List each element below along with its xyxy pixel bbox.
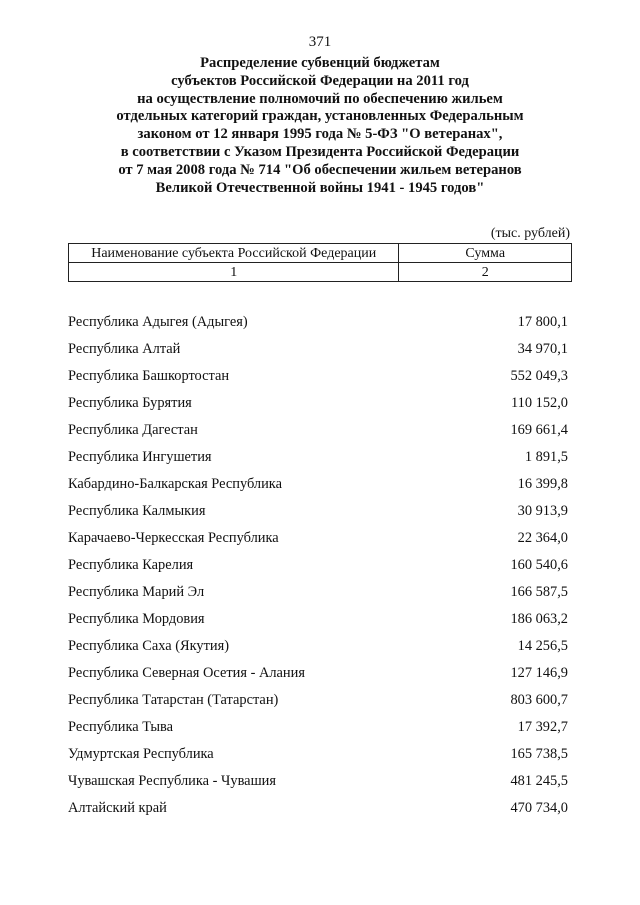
- title-line: на осуществление полномочий по обеспечению жильем: [137, 90, 503, 107]
- column-number-1: 1: [69, 263, 399, 282]
- subject-name: Республика Марий Эл: [68, 584, 205, 600]
- subject-name: Республика Дагестан: [68, 422, 198, 438]
- title-line: отдельных категорий граждан, установленных Федеральным: [116, 108, 524, 125]
- subject-name: Республика Северная Осетия - Алания: [68, 665, 305, 681]
- title-line: от 7 мая 2008 года № 714 "Об обеспечении жильем ветеранов: [118, 161, 522, 178]
- table-header: [68, 243, 572, 282]
- subject-name: Республика Бурятия: [68, 395, 192, 411]
- table-row: [68, 556, 568, 583]
- header-row: [69, 244, 572, 263]
- subject-name: Республика Саха (Якутия): [68, 638, 230, 654]
- subject-amount: 17 800,1: [517, 314, 568, 330]
- table-row: [68, 610, 568, 637]
- subject-amount: 34 970,1: [517, 341, 568, 357]
- subject-amount: 166 587,5: [510, 584, 568, 600]
- table-row: [68, 637, 568, 664]
- table-row: [68, 340, 568, 367]
- subject-name: Чувашская Республика - Чувашия: [68, 773, 276, 789]
- subject-name: Карачаево-Черкесская Республика: [68, 530, 279, 546]
- table-row: [68, 394, 568, 421]
- subject-amount: 186 063,2: [510, 611, 568, 627]
- table-row: [68, 502, 568, 529]
- subject-name: Удмуртская Республика: [68, 746, 214, 762]
- subject-amount: 16 399,8: [517, 476, 568, 492]
- title-line: Великой Отечественной войны 1941 - 1945 годов": [155, 179, 485, 196]
- table-row: [68, 583, 568, 610]
- column-header-sum: Сумма: [399, 244, 572, 263]
- subject-amount: 1 891,5: [524, 449, 568, 465]
- subject-name: Алтайский край: [68, 800, 167, 816]
- table-row: [68, 448, 568, 475]
- subject-name: Республика Мордовия: [68, 611, 205, 627]
- table-row: [68, 664, 568, 691]
- units-label: (тыс. рублей): [490, 226, 570, 241]
- column-header-name: Наименование субъекта Российской Федерации: [69, 244, 399, 263]
- subject-amount: 22 364,0: [517, 530, 568, 546]
- table-row: [68, 475, 568, 502]
- table-row: [68, 745, 568, 772]
- subject-name: Республика Карелия: [68, 557, 194, 573]
- subject-amount: 165 738,5: [510, 746, 568, 762]
- table-row: [68, 421, 568, 448]
- column-number-2: 2: [399, 263, 572, 282]
- subject-name: Республика Татарстан (Татарстан): [68, 692, 279, 708]
- column-number-row: [69, 263, 572, 282]
- table-row: [68, 718, 568, 745]
- title-line: субъектов Российской Федерации на 2011 год: [171, 72, 469, 89]
- page-number: 371: [308, 34, 332, 50]
- subject-amount: 160 540,6: [510, 557, 568, 573]
- document-title: [60, 55, 580, 197]
- subject-name: Республика Ингушетия: [68, 449, 212, 465]
- subject-amount: 169 661,4: [510, 422, 568, 438]
- title-line: законом от 12 января 1995 года № 5-ФЗ "О ветеранах",: [137, 126, 503, 143]
- subject-amount: 803 600,7: [510, 692, 568, 708]
- subject-name: Республика Калмыкия: [68, 503, 206, 519]
- table-row: [68, 799, 568, 826]
- subject-name: Республика Башкортостан: [68, 368, 230, 384]
- title-line: в соответствии с Указом Президента Российской Федерации: [120, 143, 520, 160]
- subject-amount: 110 152,0: [510, 395, 568, 411]
- subject-name: Республика Адыгея (Адыгея): [68, 314, 248, 330]
- subject-name: Кабардино-Балкарская Республика: [68, 476, 282, 492]
- subject-amount: 30 913,9: [517, 503, 568, 519]
- subject-amount: 17 392,7: [517, 719, 568, 735]
- table-row: [68, 691, 568, 718]
- subject-amount: 470 734,0: [510, 800, 568, 816]
- title-line: Распределение субвенций бюджетам: [200, 55, 440, 71]
- subject-amount: 552 049,3: [510, 368, 568, 384]
- subject-name: Республика Алтай: [68, 341, 181, 357]
- table-row: [68, 367, 568, 394]
- table-row: [68, 529, 568, 556]
- subject-name: Республика Тыва: [68, 719, 173, 735]
- subject-amount: 14 256,5: [517, 638, 568, 654]
- subject-amount: 127 146,9: [510, 665, 568, 681]
- table-row: [68, 313, 568, 340]
- table-body: [68, 313, 568, 826]
- table-row: [68, 772, 568, 799]
- subject-amount: 481 245,5: [510, 773, 568, 789]
